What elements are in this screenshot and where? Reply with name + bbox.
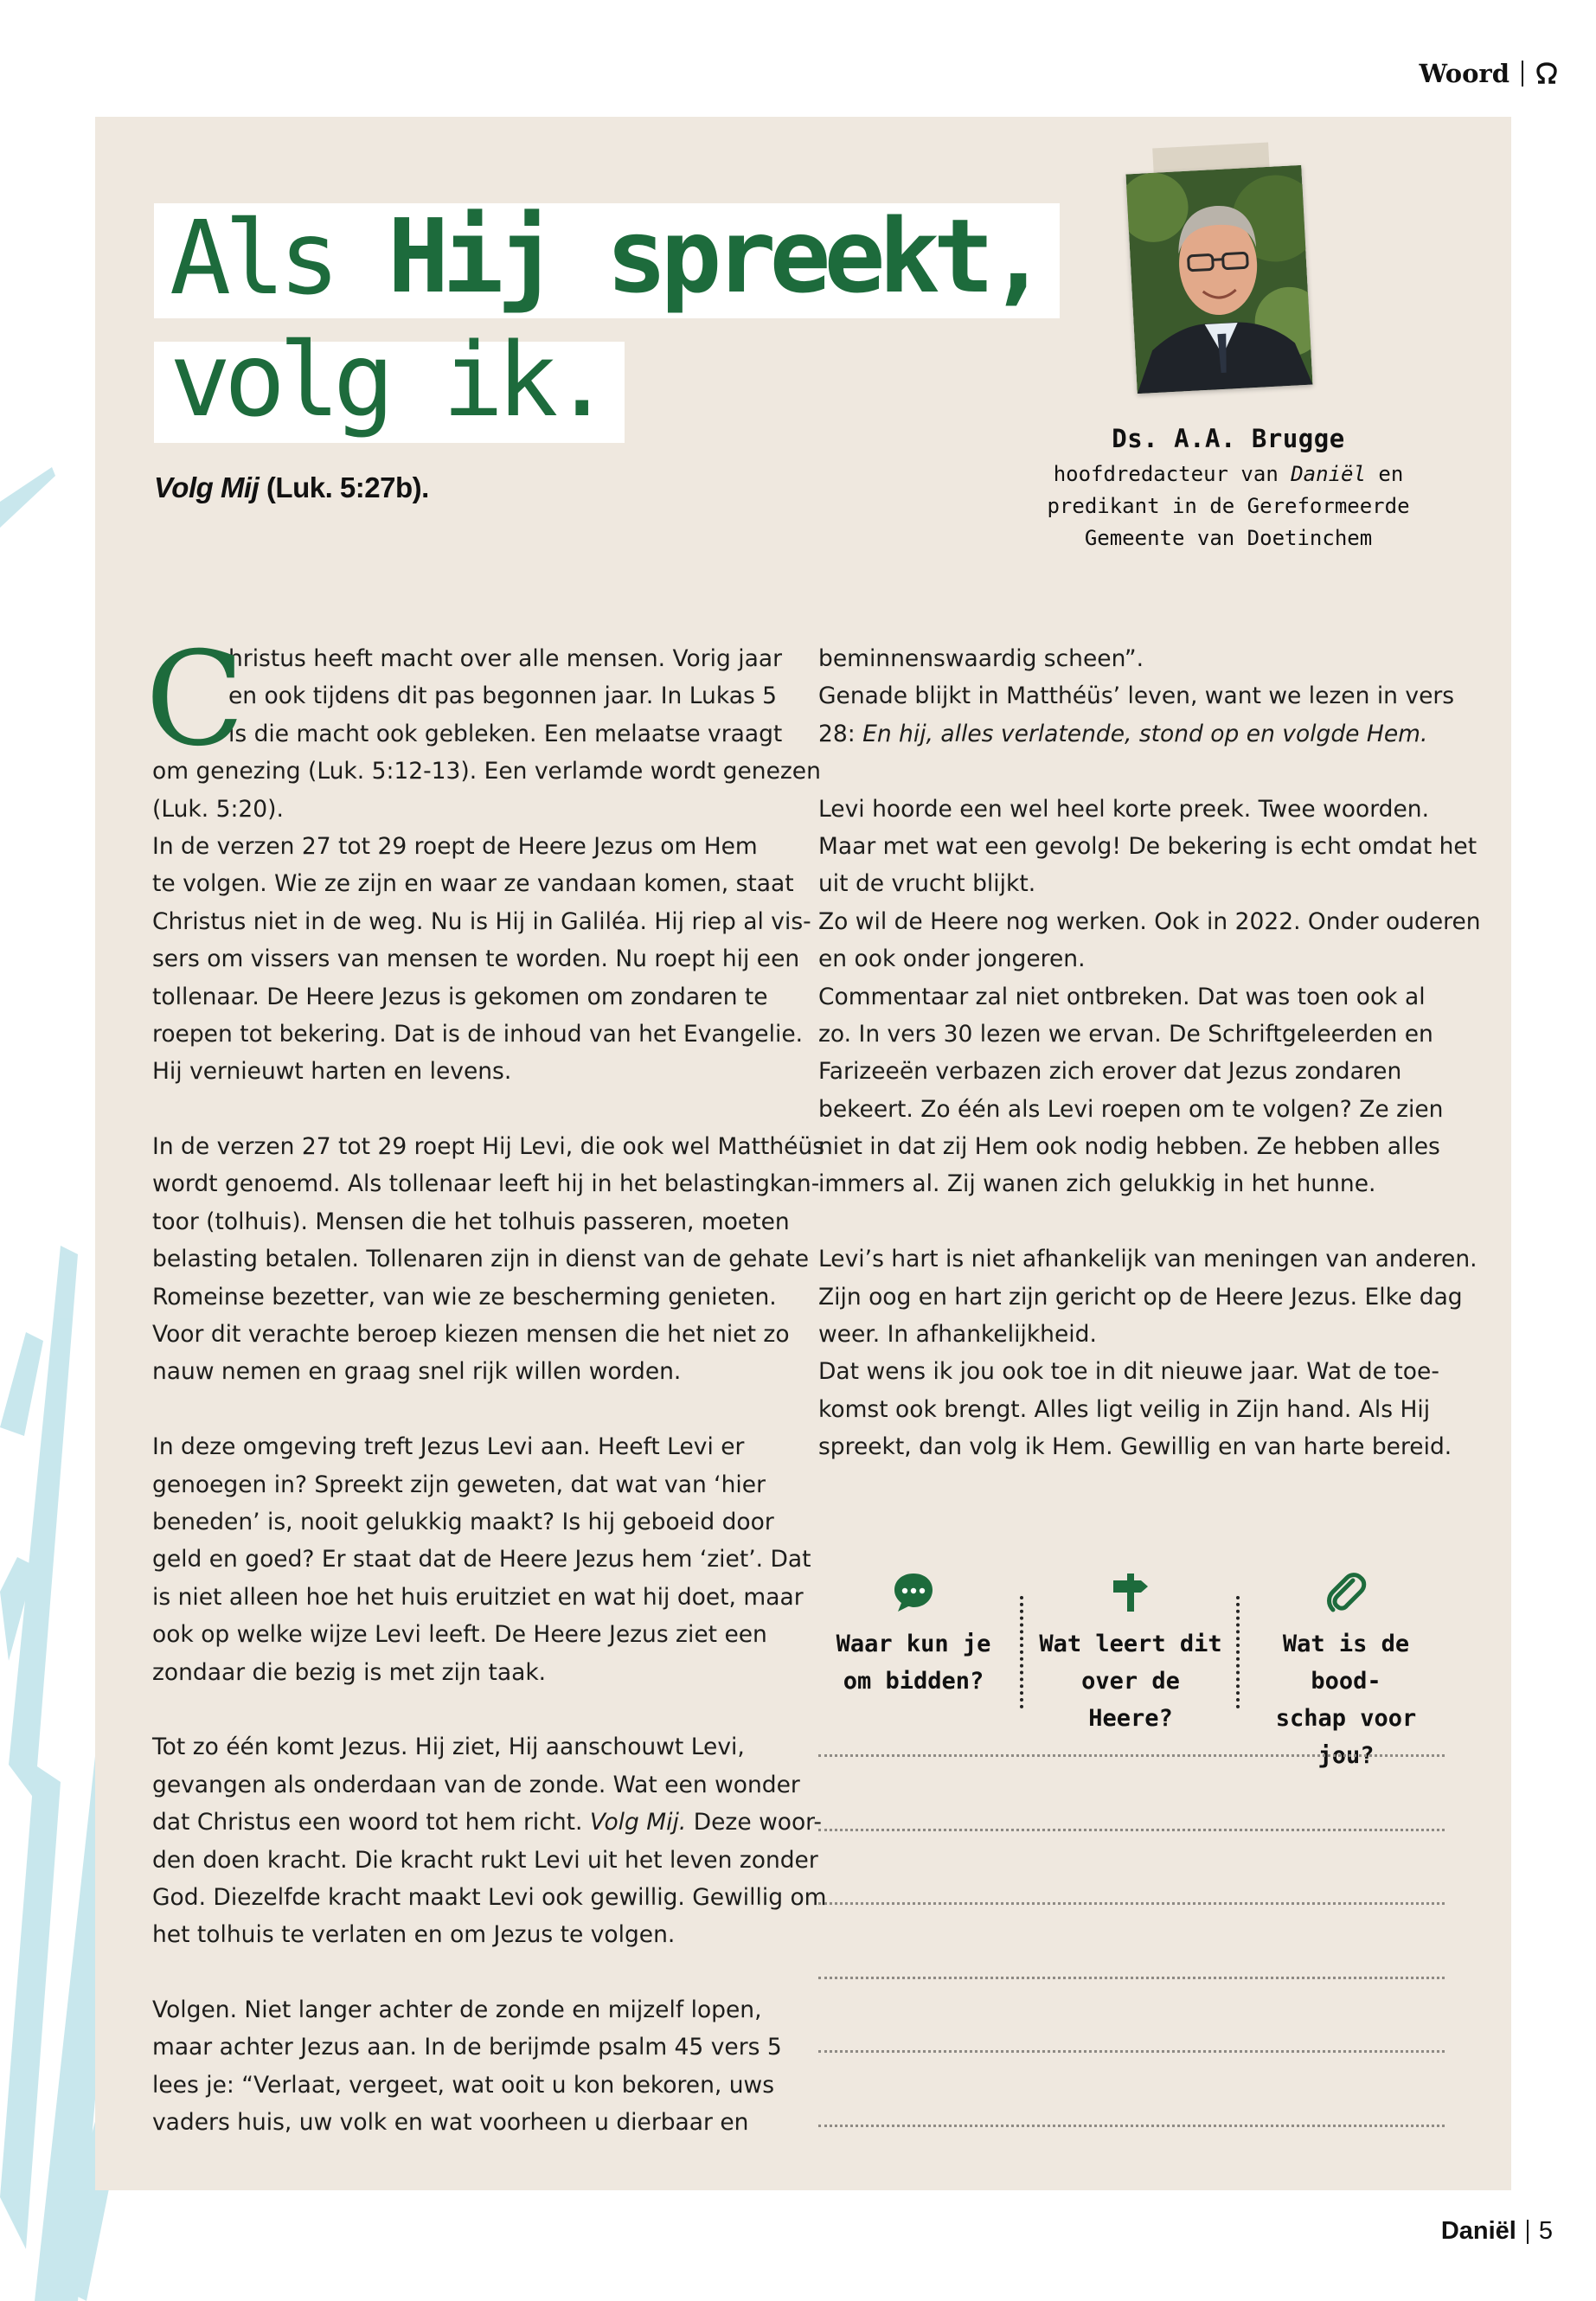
- paragraph-line: komst ook brengt. Alles ligt veilig in Zijn hand. Als Hij: [818, 1395, 1431, 1423]
- paragraph-line: ook op welke wijze Levi leeft. De Heere Jezus ziet een: [152, 1621, 767, 1649]
- note-line: [818, 2125, 1445, 2127]
- question-line: om bidden?: [843, 1668, 984, 1695]
- question-line: Waar kun je: [836, 1631, 991, 1657]
- question-message: [1251, 1570, 1441, 1774]
- paragraph-line: In deze omgeving treft Jezus Levi aan. Heeft Levi er: [152, 1433, 745, 1461]
- paragraph-line: Genade blijkt in Matthéüs’ leven, want we lezen in vers: [818, 683, 1455, 710]
- paragraph-line: Zijn oog en hart zijn gericht op de Heere Jezus. Elke dag: [818, 1283, 1463, 1311]
- drop-cap: C: [145, 625, 245, 775]
- paragraph-line: lees je: “Verlaat, vergeet, wat ooit u kon bekoren, uws: [152, 2071, 775, 2099]
- paragraph-line: is die macht ook gebleken. Een melaatse vraagt: [228, 720, 783, 747]
- paragraph-line: Dat wens ik jou ook toe in dit nieuwe jaar. Wat de toe-: [818, 1358, 1439, 1386]
- body-column-right: [818, 640, 1481, 1466]
- question-line: Wat is de bood-: [1282, 1631, 1410, 1695]
- question-line: schap voor jou?: [1275, 1705, 1417, 1769]
- reflection-questions: [818, 1570, 1445, 1769]
- title-bold: Hij spreekt,: [388, 196, 1042, 316]
- paragraph-line: om genezing (Luk. 5:12-13). Een verlamde wordt genezen: [152, 758, 821, 785]
- italic-bible-quote: En hij, alles verlatende, stond op en volgde Hem.: [862, 720, 1428, 747]
- question-line: over de Heere?: [1081, 1668, 1180, 1732]
- paragraph-line: te volgen. Wie ze zijn en waar ze vandaan komen, staat: [152, 870, 794, 898]
- paragraph-line: Levi’s hart is niet afhankelijk van meningen van anderen.: [818, 1246, 1477, 1273]
- paragraph-line: zondaar die bezig is met zijn taak.: [152, 1658, 547, 1686]
- paragraph-line: vaders huis, uw volk en wat voorheen u dierbaar en: [152, 2109, 749, 2137]
- paragraph-line: het tolhuis te verlaten en om Jezus te volgen.: [152, 1921, 676, 1949]
- paragraph-line: maar achter Jezus aan. In de berijmde psalm 45 vers 5: [152, 2034, 782, 2061]
- paragraph-line: den doen kracht. Die kracht rukt Levi uit het leven zonder: [152, 1846, 818, 1874]
- header-divider: [1522, 61, 1523, 87]
- paragraph-line: (Luk. 5:20).: [152, 795, 284, 823]
- paragraph-line: bekeert. Zo één als Levi roepen om te volgen? Ze zien: [818, 1095, 1444, 1123]
- question-line: Wat leert dit: [1039, 1631, 1222, 1657]
- paragraph-line: Romeinse bezetter, van wie ze bescherming genieten.: [152, 1283, 777, 1311]
- paperclip-icon: [1324, 1570, 1368, 1615]
- body-column-left: [145, 625, 827, 2142]
- article-title-line-2: [154, 320, 625, 443]
- paragraph-line: God. Diezelfde kracht maakt Levi ook gewillig. Gewillig om: [152, 1883, 827, 1911]
- paragraph-line: belasting betalen. Tollenaren zijn in dienst van de gehate: [152, 1246, 810, 1273]
- paragraph-line: Tot zo één komt Jezus. Hij ziet, Hij aanschouwt Levi,: [152, 1734, 745, 1761]
- author-role-line-2: predikant in de Gereformeerde: [1047, 494, 1410, 518]
- page-footer: [1441, 2217, 1553, 2246]
- paragraph-line: is niet alleen hoe het huis eruitziet en wat hij doet, maar: [152, 1583, 804, 1611]
- author-role-line-1: hoofdredacteur van Daniël en: [1053, 462, 1404, 486]
- paragraph-line: geld en goed? Er staat dat de Heere Jezus hem ‘ziet’. Dat: [152, 1546, 811, 1574]
- paragraph-line: Christus niet in de weg. Nu is Hij in Galiléa. Hij riep al vis-: [152, 907, 811, 935]
- question-lesson: [1035, 1570, 1226, 1737]
- magazine-name: Daniël: [1440, 2217, 1516, 2245]
- paragraph-line: immers al. Zij wanen zich gelukkig in het hunne.: [818, 1170, 1376, 1198]
- paragraph-line: en ook tijdens dit pas begonnen jaar. In Lukas 5: [228, 683, 778, 710]
- paragraph-line: Volgen. Niet langer achter de zonde en mijzelf lopen,: [152, 1997, 762, 2024]
- paragraph-line: sers om vissers van mensen te worden. Nu roept hij een: [152, 945, 800, 973]
- page-number: 5: [1538, 2217, 1553, 2245]
- section-label: Woord: [1419, 59, 1509, 88]
- author-name: Ds. A.A. Brugge: [1112, 424, 1345, 453]
- paragraph-line: beneden’ is, nooit gelukkig maakt? Is hij geboeid door: [152, 1508, 774, 1535]
- paragraph-line: Commentaar zal niet ontbreken. Dat was toen ook al: [818, 983, 1426, 1010]
- dotted-divider: [1236, 1596, 1240, 1708]
- paragraph-line: weer. In afhankelijkheid.: [818, 1321, 1097, 1349]
- paragraph-line: dat Christus een woord tot hem richt. Volg Mij. Deze woor-: [152, 1809, 822, 1836]
- paragraph-line: wordt genoemd. Als tollenaar leeft hij in het belastingkan-: [152, 1170, 820, 1198]
- paragraph-line: gevangen als onderdaan van de zonde. Wat een wonder: [152, 1771, 800, 1798]
- paragraph-line: Farizeeën verbazen zich erover dat Jezus zondaren: [818, 1058, 1402, 1086]
- paragraph-line: zo. In vers 30 lezen we ervan. De Schriftgeleerden en: [818, 1020, 1433, 1048]
- signpost-icon: [1108, 1570, 1153, 1615]
- chat-bubble-icon: [891, 1570, 936, 1615]
- paragraph-line: en ook onder jongeren.: [818, 945, 1086, 973]
- paragraph-line: In de verzen 27 tot 29 roept Hij Levi, die ook wel Matthéüs: [152, 1133, 825, 1161]
- note-line: [818, 1977, 1445, 1979]
- article-title-line-1: [154, 196, 1060, 318]
- author-info: [995, 424, 1462, 554]
- footer-divider: [1527, 2220, 1529, 2244]
- question-prayer: [818, 1570, 1009, 1700]
- author-magazine: Daniël: [1291, 462, 1366, 486]
- paragraph-line: toor (tolhuis). Mensen die het tolhuis passeren, moeten: [152, 1208, 790, 1235]
- dotted-divider: [1020, 1596, 1023, 1708]
- title-light: Als: [170, 198, 388, 317]
- note-line: [818, 2050, 1445, 2053]
- paragraph-line: niet in dat zij Hem ook nodig hebben. Ze hebben alles: [818, 1133, 1440, 1161]
- verse-citation: (Luk. 5:27b).: [259, 471, 429, 503]
- author-role-line-3: Gemeente van Doetinchem: [1084, 526, 1373, 550]
- verse-quote: Volg Mij: [154, 471, 260, 503]
- paragraph-line: genoegen in? Spreekt zijn geweten, dat wat van ‘hier: [152, 1471, 766, 1498]
- verse-reference: [154, 471, 429, 504]
- paragraph-line: 28: En hij, alles verlatende, stond op en volgde Hem.: [818, 720, 1428, 747]
- paragraph-line: Zo wil de Heere nog werken. Ook in 2022. Onder ouderen: [818, 907, 1481, 935]
- paragraph-line: Levi hoorde een wel heel korte preek. Twee woorden.: [818, 795, 1429, 823]
- paragraph-line: nauw nemen en graag snel rijk willen worden.: [152, 1358, 682, 1386]
- paragraph-line: hristus heeft macht over alle mensen. Vorig jaar: [228, 645, 782, 672]
- note-line: [818, 1829, 1445, 1831]
- italic-quote: Volg Mij.: [589, 1809, 687, 1836]
- paragraph-line: uit de vrucht blijkt.: [818, 870, 1036, 898]
- note-line: [818, 1902, 1445, 1905]
- paragraph-line: Voor dit verachte beroep kiezen mensen die het niet zo: [152, 1321, 790, 1349]
- title-line-2-text: volg ik.: [170, 320, 606, 439]
- paragraph-line: spreekt, dan volg ik Hem. Gewillig en van harte bereid.: [818, 1433, 1452, 1461]
- omega-logo-icon: [1535, 62, 1558, 85]
- note-line: [818, 1754, 1445, 1757]
- paragraph-line: tollenaar. De Heere Jezus is gekomen om zondaren te: [152, 983, 768, 1010]
- section-header: [1420, 59, 1558, 88]
- paragraph-line: roepen tot bekering. Dat is de inhoud van het Evangelie.: [152, 1020, 804, 1048]
- paragraph-line: Hij vernieuwt harten en levens.: [152, 1058, 512, 1086]
- paragraph-line: Maar met wat een gevolg! De bekering is echt omdat het: [818, 832, 1477, 860]
- author-photo: [1125, 165, 1312, 394]
- paragraph-line: In de verzen 27 tot 29 roept de Heere Jezus om Hem: [152, 832, 758, 860]
- paragraph-line: beminnenswaardig scheen”.: [818, 645, 1144, 672]
